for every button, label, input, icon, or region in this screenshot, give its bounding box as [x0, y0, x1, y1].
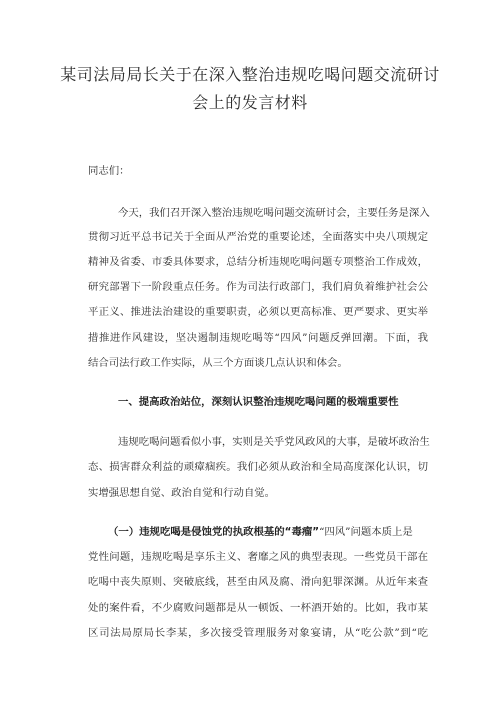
section-heading-1: 一、提高政治站位，深刻认识整治违规吃喝问题的极端重要性 — [118, 396, 399, 408]
para1-line: 结合司法行政工作实际，从三个方面谈几点认识和体会。 — [88, 357, 348, 369]
para1-line: 今天，我们召开深入整治违规吃喝问题交流研讨会，主要任务是深入 — [118, 207, 430, 219]
para3-line: 区司法局原局长李某，多次接受管理服务对象宴请，从“吃公款”到“吃 — [88, 627, 428, 639]
subheading-bold: （一）违规吃喝是侵蚀党的执政根基的“毒瘤” — [108, 526, 320, 538]
para1-line: 研究部署下一阶段重点任务。作为司法行政部门，我们肩负着维护社会公 — [88, 281, 428, 293]
para3-line: 吃喝中丧失原则、突破底线，甚至由风及腐、滑向犯罪深渊。从近年来查 — [88, 576, 428, 588]
para3-line: 党性问题，违规吃喝是享乐主义、奢靡之风的典型表现。一些党员干部在 — [88, 551, 428, 563]
subheading-rest: “四风”问题本质上是 — [319, 526, 413, 538]
para1-line: 措推进作风建设，坚决遏制违规吃喝等“四风”问题反弹回潮。下面，我 — [88, 332, 428, 344]
document-title-line2: 会上的发言材料 — [192, 93, 308, 112]
para2-line: 态、损害群众利益的顽瘴痼疾。我们必须从政治和全局高度深化认识，切 — [88, 461, 428, 473]
subheading-1 — [108, 525, 428, 539]
para1-line: 贯彻习近平总书记关于全面从严治党的重要论述，全面落实中央八项规定 — [88, 231, 428, 243]
para2-line: 违规吃喝问题看似小事，实则是关乎党风政风的大事，是破坏政治生 — [118, 436, 430, 448]
para1-line: 精神及省委、市委具体要求，总结分析违规吃喝问题专项整治工作成效， — [88, 256, 428, 268]
salutation: 同志们： — [88, 165, 130, 177]
document-title-line1: 某司法局局长关于在深入整治违规吃喝问题交流研讨 — [60, 65, 440, 84]
para1-line: 平正义、推进法治建设的重要职责，必须以更高标准、更严要求、更实举 — [88, 306, 428, 318]
para2-line: 实增强思想自觉、政治自觉和行动自觉。 — [88, 487, 276, 499]
para3-line: 处的案件看，不少腐败问题都是从一顿饭、一杯酒开始的。比如，我市某 — [88, 602, 428, 614]
